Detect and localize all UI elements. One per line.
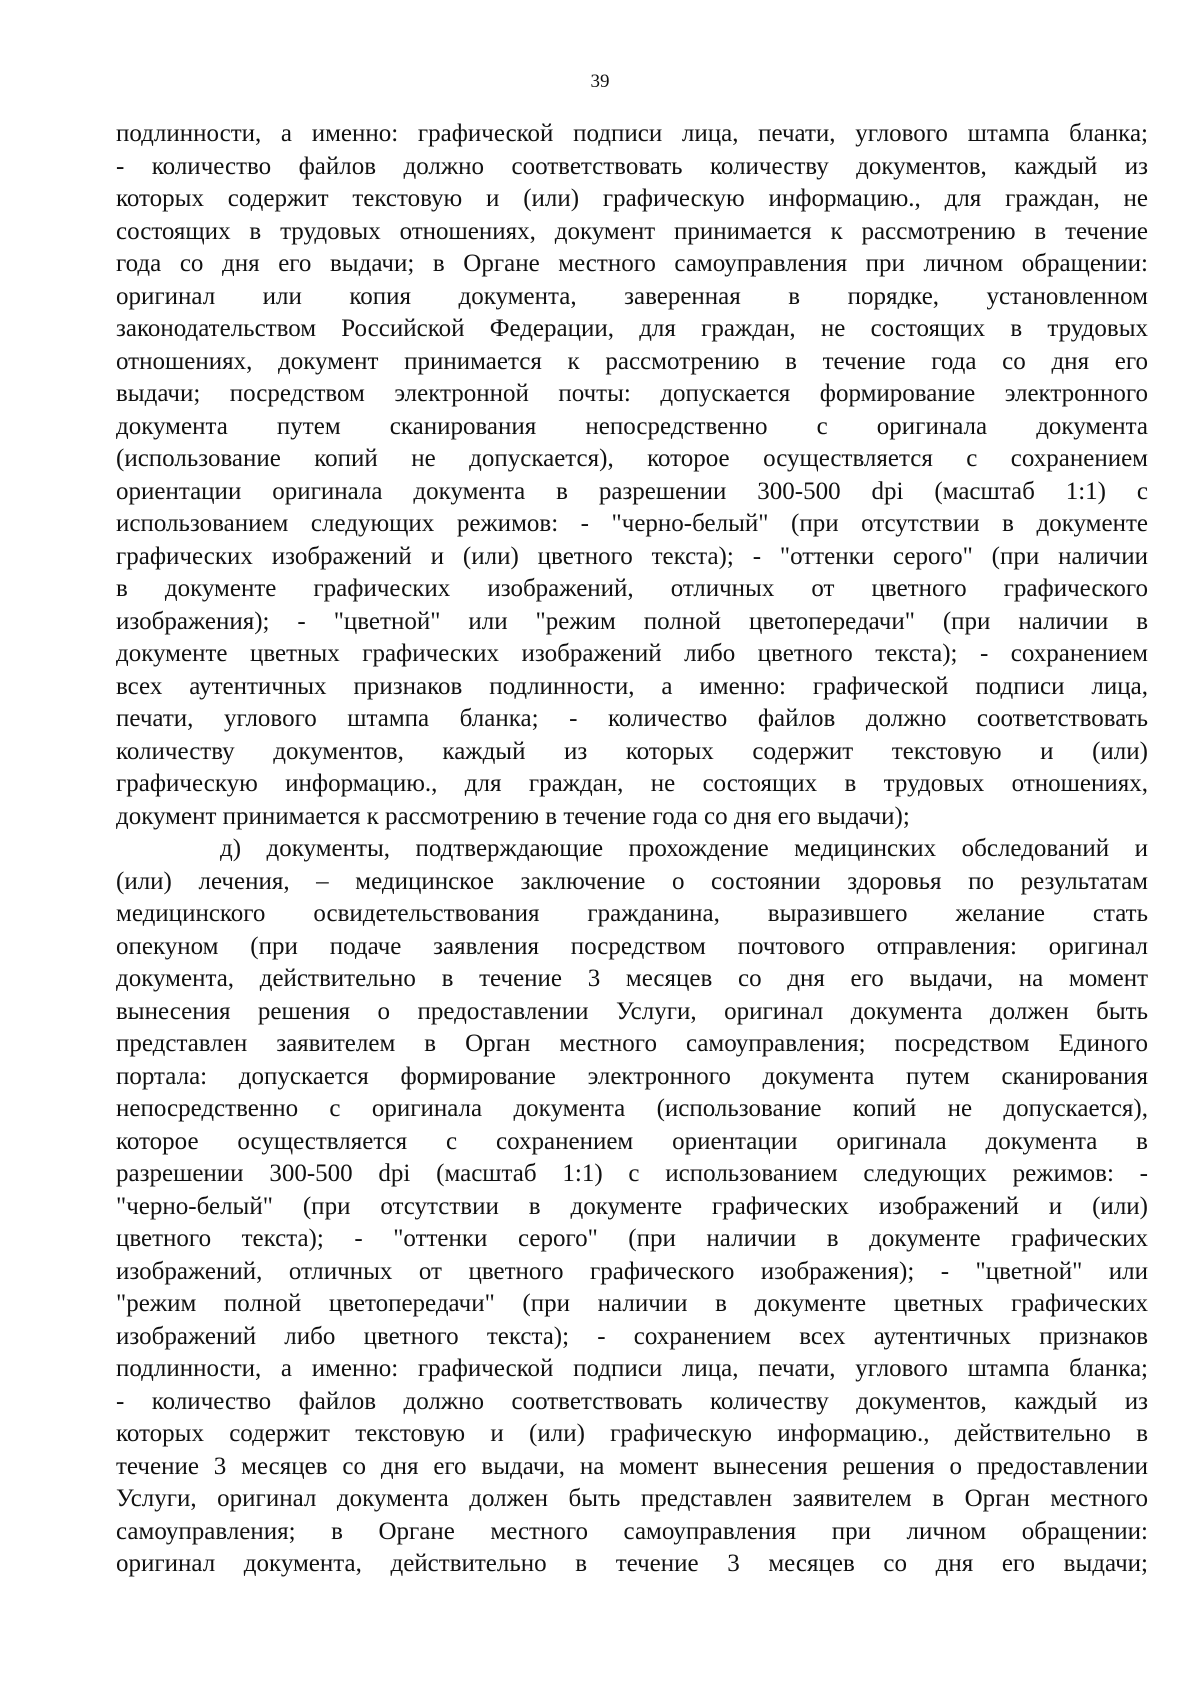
text-line: портала: допускается формирование электронного документа путем сканирования [116, 1062, 1148, 1090]
text-line: - количество файлов должно соответствовать количеству документов, каждый из [116, 152, 1148, 180]
text-line: всех аутентичных признаков подлинности, а именно: графической подписи лица, [116, 672, 1148, 700]
text-line: вынесения решения о предоставлении Услуги, оригинал документа должен быть [116, 997, 1148, 1025]
text-line: документа, действительно в течение 3 месяцев со дня его выдачи, на момент [116, 965, 1148, 992]
text-line: течение 3 месяцев со дня его выдачи, на момент вынесения решения о предоставлении [116, 1452, 1148, 1480]
page-number: 39 [590, 71, 610, 92]
paragraph-start-line: д) документы, подтверждающие прохождение медицинских обследований и [220, 835, 1148, 862]
text-line: подлинности, а именно: графической подписи лица, печати, углового штампа бланка; [116, 1355, 1148, 1382]
text-line: ориентации оригинала документа в разрешении 300-500 dpi (масштаб 1:1) с [116, 477, 1148, 505]
text-line: изображения); - "цветной" или "режим полной цветопередачи" (при наличии в [116, 607, 1148, 635]
text-line: графических изображений и (или) цветного текста); - "оттенки серого" (при наличии [116, 542, 1148, 570]
text-line: законодательством Российской Федерации, для граждан, не состоящих в трудовых [116, 315, 1148, 342]
text-line: печати, углового штампа бланка; - количество файлов должно соответствовать [116, 705, 1148, 732]
text-line: оригинал или копия документа, заверенная в порядке, установленном [116, 282, 1148, 310]
text-line: документа путем сканирования непосредственно с оригинала документа [116, 412, 1148, 440]
text-line: отношениях, документ принимается к рассмотрению в течение года со дня его [116, 347, 1148, 375]
text-line: медицинского освидетельствования гражданина, выразившего желание стать [116, 900, 1148, 927]
text-line: которых содержит текстовую и (или) графическую информацию., для граждан, не [116, 185, 1148, 212]
text-line: самоуправления; в Органе местного самоуправления при личном обращении: [116, 1517, 1148, 1545]
text-line: подлинности, а именно: графической подписи лица, печати, углового штампа бланка; [116, 120, 1148, 147]
text-line: (или) лечения, – медицинское заключение о состоянии здоровья по результатам [116, 867, 1148, 895]
text-line: графическую информацию., для граждан, не состоящих в трудовых отношениях, [116, 770, 1148, 797]
text-line: - количество файлов должно соответствовать количеству документов, каждый из [116, 1387, 1148, 1415]
text-line: состоящих в трудовых отношениях, документ принимается к рассмотрению в течение [116, 217, 1148, 245]
text-line: Услуги, оригинал документа должен быть представлен заявителем в Орган местного [116, 1485, 1148, 1512]
text-line: оригинал документа, действительно в течение 3 месяцев со дня его выдачи; [116, 1550, 1148, 1577]
text-line: в документе графических изображений, отличных от цветного графического [116, 575, 1148, 602]
text-line: года со дня его выдачи; в Органе местного самоуправления при личном обращении: [116, 250, 1148, 277]
text-line: непосредственно с оригинала документа (использование копий не допускается), [116, 1095, 1148, 1122]
document-body [116, 118, 1148, 1581]
text-line: которых содержит текстовую и (или) графическую информацию., действительно в [116, 1420, 1148, 1447]
text-line: количеству документов, каждый из которых содержит текстовую и (или) [116, 737, 1148, 765]
text-line: "черно-белый" (при отсутствии в документе графических изображений и (или) [116, 1192, 1148, 1220]
text-line: (использование копий не допускается), которое осуществляется с сохранением [116, 445, 1148, 472]
text-line: опекуном (при подаче заявления посредством почтового отправления: оригинал [116, 932, 1148, 960]
text-line: "режим полной цветопередачи" (при наличии в документе цветных графических [116, 1290, 1148, 1317]
text-line: использованием следующих режимов: - "черно-белый" (при отсутствии в документе [116, 510, 1148, 537]
text-line: представлен заявителем в Орган местного самоуправления; посредством Единого [116, 1030, 1148, 1057]
text-line: изображений либо цветного текста); - сохранением всех аутентичных признаков [116, 1322, 1148, 1350]
text-line: выдачи; посредством электронной почты: допускается формирование электронного [116, 380, 1148, 407]
text-line: цветного текста); - "оттенки серого" (при наличии в документе графических [116, 1225, 1148, 1252]
text-line: разрешении 300-500 dpi (масштаб 1:1) с использованием следующих режимов: - [116, 1160, 1148, 1187]
text-line: которое осуществляется с сохранением ориентации оригинала документа в [116, 1127, 1148, 1155]
text-line: документ принимается к рассмотрению в течение года со дня его выдачи); [116, 802, 910, 830]
text-line: документе цветных графических изображений либо цветного текста); - сохранением [116, 640, 1148, 667]
text-line: изображений, отличных от цветного графического изображения); - "цветной" или [116, 1257, 1148, 1285]
